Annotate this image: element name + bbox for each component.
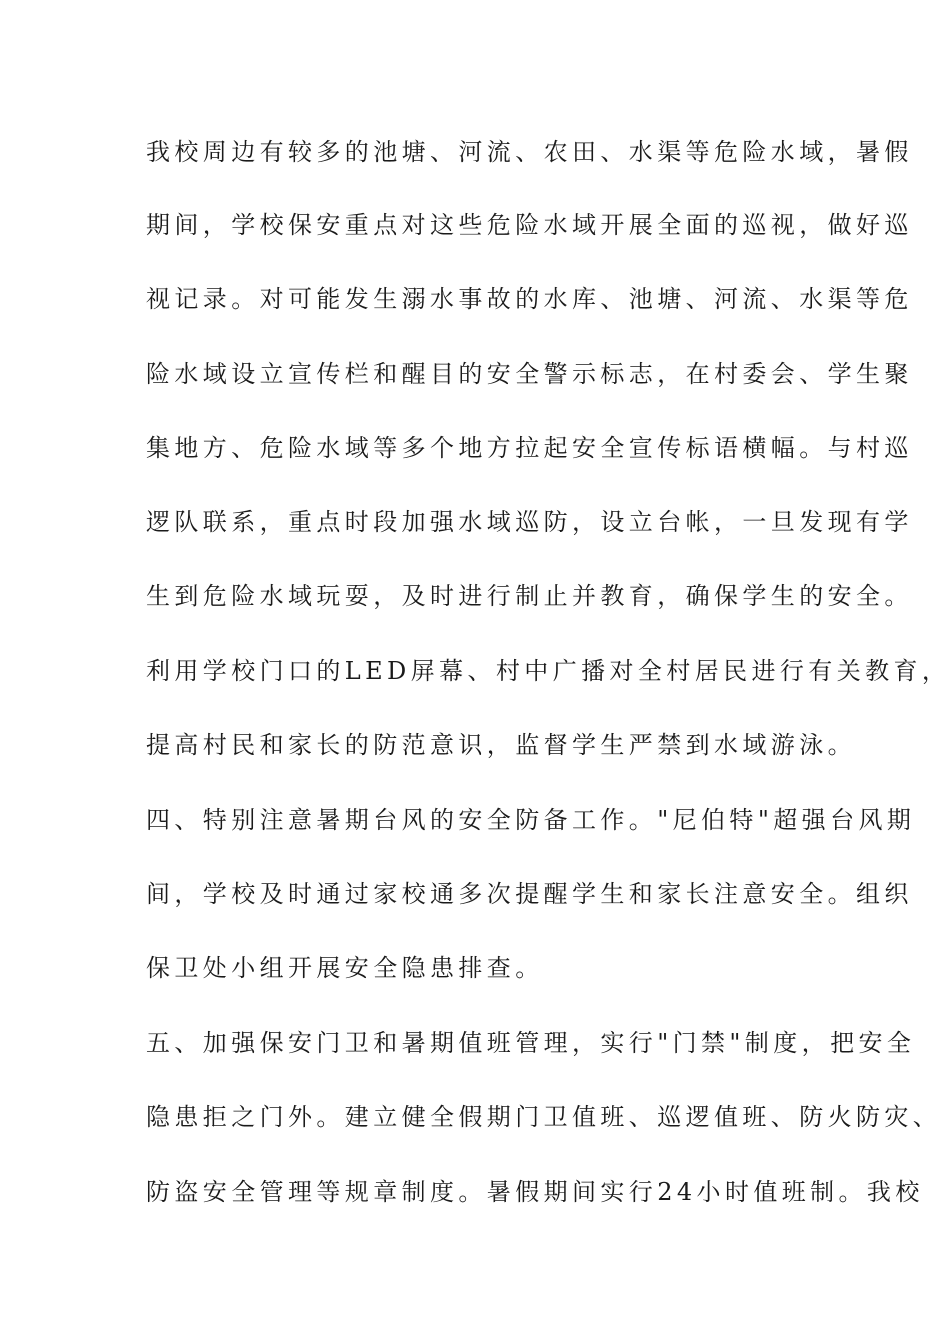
text-line: 生到危险水域玩耍，及时进行制止并教育，确保学生的安全。 [146, 582, 913, 610]
text-line: 集地方、危险水域等多个地方拉起安全宣传标语横幅。与村巡 [146, 434, 913, 462]
text-line: 隐患拒之门外。建立健全假期门卫值班、巡逻值班、防火防灾、 [146, 1103, 942, 1131]
text-line: 险水域设立宣传栏和醒目的安全警示标志，在村委会、学生聚 [146, 360, 913, 388]
text-line: 期间，学校保安重点对这些危险水域开展全面的巡视，做好巡 [146, 211, 913, 239]
text-line: 利用学校门口的LED屏幕、村中广播对全村居民进行有关教育， [146, 657, 950, 685]
text-line: 提高村民和家长的防范意识，监督学生严禁到水域游泳。 [146, 731, 856, 759]
text-line: 四、特别注意暑期台风的安全防备工作。"尼伯特"超强台风期 [146, 806, 916, 834]
text-line: 间，学校及时通过家校通多次提醒学生和家长注意安全。组织 [146, 880, 913, 908]
text-line: 保卫处小组开展安全隐患排查。 [146, 954, 544, 982]
text-line: 五、加强保安门卫和暑期值班管理，实行"门禁"制度，把安全 [146, 1029, 916, 1057]
text-line: 视记录。对可能发生溺水事故的水库、池塘、河流、水渠等危 [146, 285, 913, 313]
text-line: 防盗安全管理等规章制度。暑假期间实行24小时值班制。我校 [146, 1178, 924, 1206]
text-line: 逻队联系，重点时段加强水域巡防，设立台帐，一旦发现有学 [146, 508, 913, 536]
text-line: 我校周边有较多的池塘、河流、农田、水渠等危险水域，暑假 [146, 138, 913, 166]
